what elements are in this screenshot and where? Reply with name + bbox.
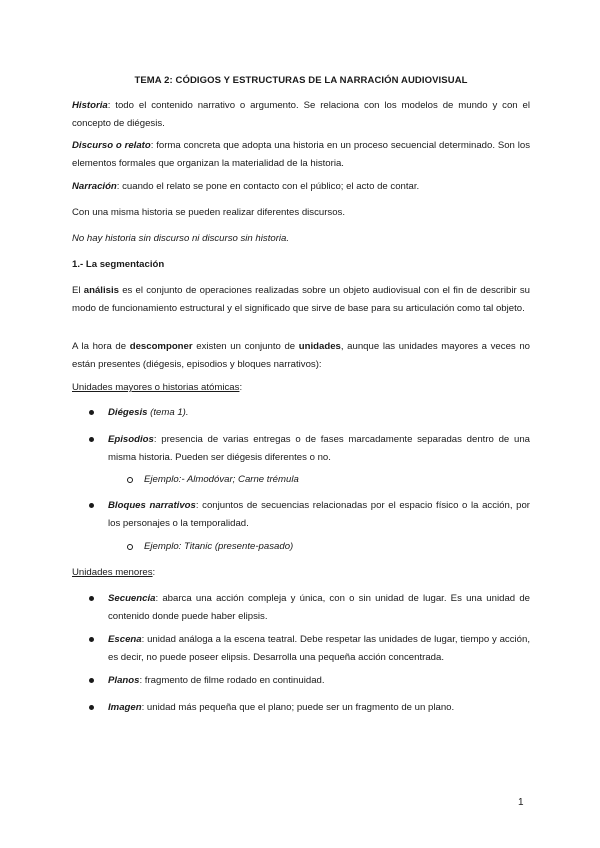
secuencia-term: Secuencia <box>108 593 156 604</box>
diegesis-term: Diégesis <box>108 407 148 418</box>
section-heading <box>72 256 530 274</box>
no-hay-historia-text: No hay historia sin discurso ni discurso sin historia. <box>72 233 290 244</box>
def-narracion-term: Narración <box>72 181 117 192</box>
list-item-secuencia <box>108 590 530 626</box>
def-historia-text: : todo el contenido narrativo o argumento. Se relaciona con los modelos de mundo y con el concepto de diégesis. <box>72 100 530 129</box>
bloques-ejemplo: Ejemplo: Titanic (presente-pasado) <box>144 541 294 552</box>
episodios-ejemplo: Ejemplo:- Almodóvar; Carne trémula <box>144 474 299 485</box>
list-item-episodios <box>108 431 530 467</box>
analisis-pre: El <box>72 285 84 296</box>
episodios-text: : presencia de varias entregas o de fases marcadamente separadas dentro de una misma historia. Pueden ser diégesis diferentes o no. <box>108 434 530 463</box>
no-hay-historia <box>72 230 530 248</box>
bloques-text: : conjuntos de secuencias relacionadas por el espacio físico o la acción, por los personajes o la temporalidad. <box>108 500 530 529</box>
sub-item-episodios-ejemplo <box>144 471 530 489</box>
def-historia <box>72 97 530 133</box>
bullet-dot <box>89 596 94 601</box>
mayores-heading-text: Unidades mayores o historias atómicas <box>72 382 240 393</box>
mayores-colon: : <box>239 382 243 393</box>
misma-historia: Con una misma historia se pueden realizar diferentes discursos. <box>72 207 346 218</box>
analisis-paragraph <box>72 282 530 318</box>
bullet-dot <box>89 410 94 415</box>
planos-text: : fragmento de filme rodado en continuidad. <box>139 675 325 686</box>
secuencia-text: : abarca una acción compleja y única, con o sin unidad de lugar. Es una unidad de contenido donde puede haber elipsis. <box>108 593 530 622</box>
menores-heading <box>72 564 530 582</box>
unidades-term: unidades <box>298 341 341 352</box>
analisis-term: análisis <box>83 285 119 296</box>
planos-term: Planos <box>108 675 140 686</box>
list-item-planos <box>108 672 530 690</box>
page-number: 1 <box>518 797 524 808</box>
list-item-imagen <box>108 699 530 717</box>
menores-colon: : <box>152 567 156 578</box>
def-narracion <box>72 178 530 196</box>
list-item-bloques <box>108 497 530 533</box>
def-discurso <box>72 137 530 173</box>
descomponer-term: descomponer <box>129 341 193 352</box>
descomponer-pre: A la hora de <box>72 341 130 352</box>
sub-item-bloques-ejemplo <box>144 538 530 556</box>
def-discurso-text: : forma concreta que adopta una historia en un proceso secuencial determinado. Son los elementos formales que organizan la materialidad de la historia. <box>72 140 530 169</box>
descomponer-mid: existen un conjunto de <box>192 341 299 352</box>
mayores-heading <box>72 379 530 397</box>
list-item-diegesis <box>108 404 530 422</box>
def-discurso-term: Discurso o relato <box>72 140 151 151</box>
episodios-term: Episodios <box>108 434 154 445</box>
imagen-term: Imagen <box>108 702 142 713</box>
section-heading-text: 1.- La segmentación <box>72 259 165 270</box>
bullet-dot <box>89 503 94 508</box>
escena-text: : unidad análoga a la escena teatral. Debe respetar las unidades de lugar, tiempo y acción, es decir, no puede poseer elipsis. Desarrolla una pequeña acción concentrada. <box>108 634 530 663</box>
bullet-circle <box>127 477 133 483</box>
escena-term: Escena <box>108 634 142 645</box>
def-historia-term: Historia <box>72 100 108 111</box>
list-item-escena <box>108 631 530 667</box>
diegesis-text: (tema 1). <box>147 407 189 418</box>
imagen-text: : unidad más pequeña que el plano; puede ser un fragmento de un plano. <box>141 702 455 713</box>
bullet-dot <box>89 705 94 710</box>
analisis-post: es el conjunto de operaciones realizadas sobre un objeto audiovisual con el fin de describir su modo de funcionamiento estructural y el significado que sirve de base para su articulación como tal objeto. <box>72 285 531 314</box>
bullet-dot <box>89 437 94 442</box>
bullet-dot <box>89 637 94 642</box>
bloques-term: Bloques narrativos <box>108 500 196 511</box>
descomponer-post: , aunque las unidades mayores a veces no están presentes (diégesis, episodios y bloques narrativos): <box>72 341 530 370</box>
bullet-circle <box>127 544 133 550</box>
bullet-dot <box>89 678 94 683</box>
def-narracion-text: : cuando el relato se pone en contacto con el público; el acto de contar. <box>116 181 420 192</box>
descomponer-paragraph <box>72 338 530 374</box>
menores-heading-text: Unidades menores <box>72 567 153 578</box>
document-title: TEMA 2: CÓDIGOS Y ESTRUCTURAS DE LA NARRACIÓN AUDIOVISUAL <box>134 75 468 86</box>
